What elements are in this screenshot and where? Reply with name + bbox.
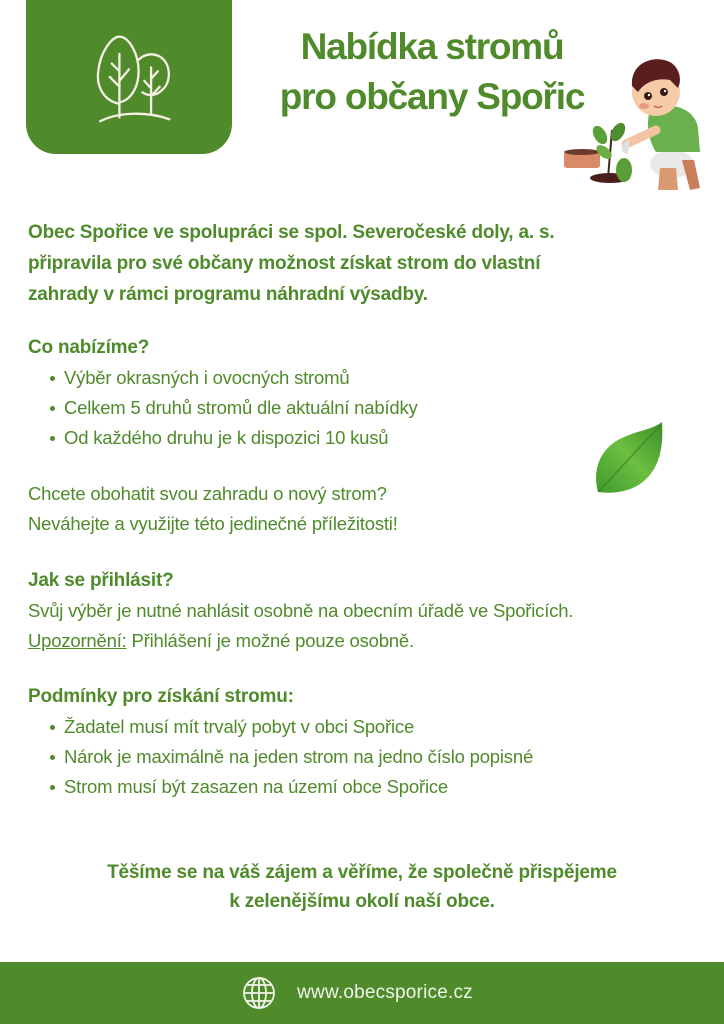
signup-line-1: Svůj výběr je nutné nahlásit osobně na obecním úřadě ve Spořicích. xyxy=(28,600,574,621)
signup-section xyxy=(28,566,718,656)
invite-line-1: Chcete obohatit svou zahradu o nový strom? xyxy=(28,483,387,504)
intro-paragraph xyxy=(28,217,708,310)
conditions-heading: Podmínky pro získání stromu: xyxy=(28,686,294,707)
closing-line-1: Těšíme se na váš zájem a věříme, že společně přispějeme xyxy=(107,862,617,883)
footer-bar xyxy=(0,962,724,1024)
conditions-list xyxy=(28,712,718,802)
globe-icon xyxy=(241,975,277,1011)
conditions-section xyxy=(28,682,718,802)
website-link[interactable]: www.obecsporice.cz xyxy=(297,982,473,1003)
invite-line-2: Neváhejte a využijte této jedinečné příležitosti! xyxy=(28,513,398,534)
title-line-1: Nabídka stromů xyxy=(300,26,564,67)
signup-warning xyxy=(28,626,718,656)
leaf-icon xyxy=(592,420,664,496)
list-item: Nárok je maximálně na jeden strom na jedno číslo popisné xyxy=(50,742,718,772)
list-item: Strom musí být zasazen na území obce Spořice xyxy=(50,772,718,802)
title-line-2: pro občany Spořic xyxy=(279,76,585,117)
signup-heading: Jak se přihlásit? xyxy=(28,570,174,591)
footer-content xyxy=(241,975,473,1011)
warning-label: Upozornění: xyxy=(28,630,127,651)
list-item: Celkem 5 druhů stromů dle aktuální nabídky xyxy=(50,393,718,423)
list-item: Od každého druhu je k dispozici 10 kusů xyxy=(50,423,718,453)
intro-line-3: zahrady v rámci programu náhradní výsadby. xyxy=(28,284,428,305)
page-title xyxy=(262,22,602,122)
offer-heading: Co nabízíme? xyxy=(28,337,150,358)
intro-line-1: Obec Spořice ve spolupráci se spol. Severočeské doly, a. s. xyxy=(28,222,555,243)
logo-box xyxy=(26,0,232,154)
trees-icon xyxy=(81,29,177,125)
warning-text: Přihlášení je možné pouze osobně. xyxy=(126,630,414,651)
boy-planting-tree-illustration xyxy=(560,40,710,195)
closing-message xyxy=(0,858,724,916)
intro-line-2: připravila pro své občany možnost získat strom do vlastní xyxy=(28,253,541,274)
list-item: Výběr okrasných i ovocných stromů xyxy=(50,363,718,393)
list-item: Žadatel musí mít trvalý pobyt v obci Spořice xyxy=(50,712,718,742)
closing-line-2: k zelenějšímu okolí naší obce. xyxy=(229,891,495,912)
